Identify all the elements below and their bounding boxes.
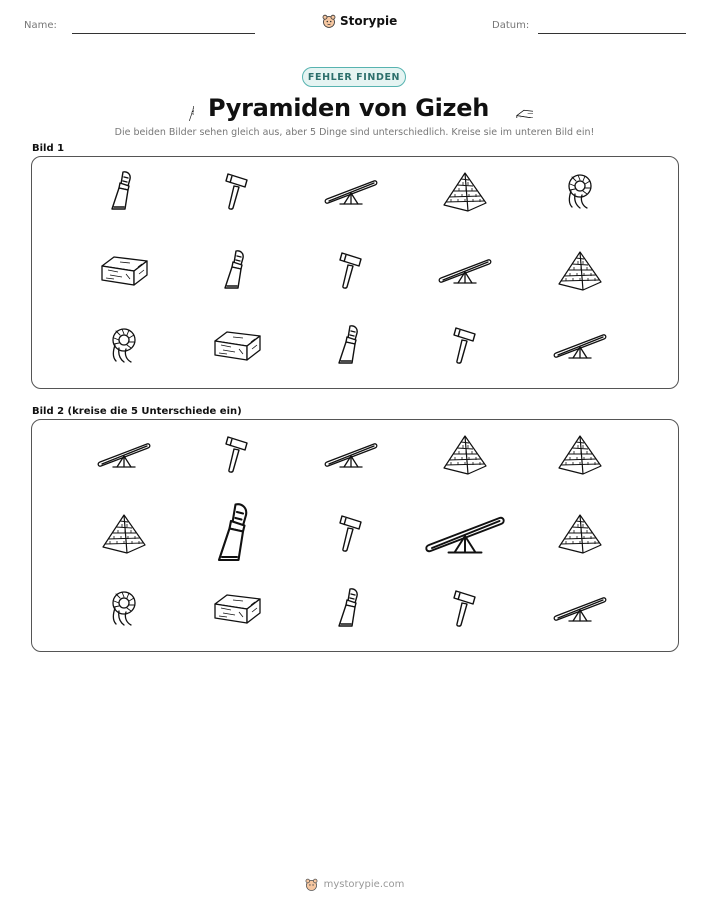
name-label: Name:	[24, 20, 57, 31]
pyramid-icon	[552, 242, 608, 298]
pyramid-icon	[437, 426, 493, 482]
footer-url: mystorypie.com	[323, 879, 405, 890]
chisel-icon	[176, 91, 194, 121]
chisel-icon	[209, 242, 265, 298]
grid-cell-r1-c1[interactable]	[96, 426, 152, 482]
date-line[interactable]	[538, 33, 686, 34]
lever-icon	[423, 491, 507, 575]
chisel-icon	[323, 317, 379, 373]
lever-icon	[437, 242, 493, 298]
picture-1-panel	[31, 156, 679, 389]
section2-label: Bild 2 (kreise die 5 Unterschiede ein)	[32, 406, 242, 417]
grid-cell-r1-c2[interactable]	[209, 426, 265, 482]
lever-icon	[323, 163, 379, 219]
grid-cell-r1-c1	[96, 163, 152, 219]
picture-2-panel[interactable]	[31, 419, 679, 652]
grid-cell-r2-c2	[209, 242, 265, 298]
grid-cell-r2-c5	[552, 242, 608, 298]
page-title: Pyramiden von Gizeh	[208, 94, 489, 122]
hammer-icon	[323, 242, 379, 298]
grid-cell-r2-c1	[96, 242, 152, 298]
grid-cell-r3-c5	[552, 317, 608, 373]
chisel-icon	[323, 580, 379, 636]
grid-cell-r2-c4[interactable]	[423, 491, 507, 575]
grid-cell-r1-c4[interactable]	[437, 426, 493, 482]
lever-icon	[552, 317, 608, 373]
date-label: Datum:	[492, 20, 530, 31]
stone-block-icon	[96, 242, 152, 298]
rope-icon	[96, 317, 152, 373]
storypie-mascot-icon	[305, 878, 318, 891]
rope-icon	[96, 580, 152, 636]
grid-cell-r3-c3[interactable]	[323, 580, 379, 636]
rope-icon	[552, 163, 608, 219]
section1-label: Bild 1	[32, 143, 65, 154]
storypie-logo	[322, 14, 397, 28]
name-line[interactable]	[72, 33, 255, 34]
grid-cell-r2-c5[interactable]	[552, 505, 608, 561]
grid-cell-r1-c3[interactable]	[323, 426, 379, 482]
pyramid-icon	[552, 426, 608, 482]
grid-cell-r3-c5[interactable]	[552, 580, 608, 636]
brand-name: Storypie	[340, 14, 398, 28]
pyramid-icon	[96, 505, 152, 561]
lever-icon	[552, 580, 608, 636]
stone-block-icon	[503, 94, 533, 118]
stone-block-icon	[209, 580, 265, 636]
grid-cell-r3-c2	[209, 317, 265, 373]
grid-cell-r2-c3[interactable]	[323, 505, 379, 561]
hammer-icon	[437, 580, 493, 636]
worksheet-type-badge: FEHLER FINDEN	[302, 67, 406, 87]
hammer-icon	[209, 426, 265, 482]
storypie-mascot-icon	[322, 14, 336, 28]
instructions: Die beiden Bilder sehen gleich aus, aber 5 Dinge sind unterschiedlich. Kreise sie im unteren Bild ein!	[114, 127, 595, 138]
grid-cell-r3-c1[interactable]	[96, 580, 152, 636]
lever-icon	[323, 426, 379, 482]
grid-cell-r1-c5	[552, 163, 608, 219]
lever-icon	[96, 426, 152, 482]
block-title-icon	[503, 94, 533, 122]
grid-cell-r3-c2[interactable]	[209, 580, 265, 636]
grid-cell-r1-c5[interactable]	[552, 426, 608, 482]
grid-cell-r2-c2[interactable]	[195, 491, 279, 575]
hammer-icon	[323, 505, 379, 561]
chisel-icon	[195, 491, 279, 575]
footer	[0, 878, 709, 891]
pyramid-icon	[552, 505, 608, 561]
grid-cell-r2-c1[interactable]	[96, 505, 152, 561]
grid-cell-r3-c1	[96, 317, 152, 373]
grid-cell-r3-c3	[323, 317, 379, 373]
grid-cell-r3-c4[interactable]	[437, 580, 493, 636]
stone-block-icon	[209, 317, 265, 373]
grid-cell-r1-c3	[323, 163, 379, 219]
hammer-icon	[209, 163, 265, 219]
grid-cell-r2-c3	[323, 242, 379, 298]
grid-cell-r2-c4	[437, 242, 493, 298]
title-row	[0, 90, 709, 126]
grid-cell-r3-c4	[437, 317, 493, 373]
grid-cell-r1-c4	[437, 163, 493, 219]
grid-cell-r1-c2	[209, 163, 265, 219]
hammer-icon	[437, 317, 493, 373]
pyramid-icon	[437, 163, 493, 219]
chisel-icon	[96, 163, 152, 219]
chisel-title-icon	[176, 91, 194, 125]
